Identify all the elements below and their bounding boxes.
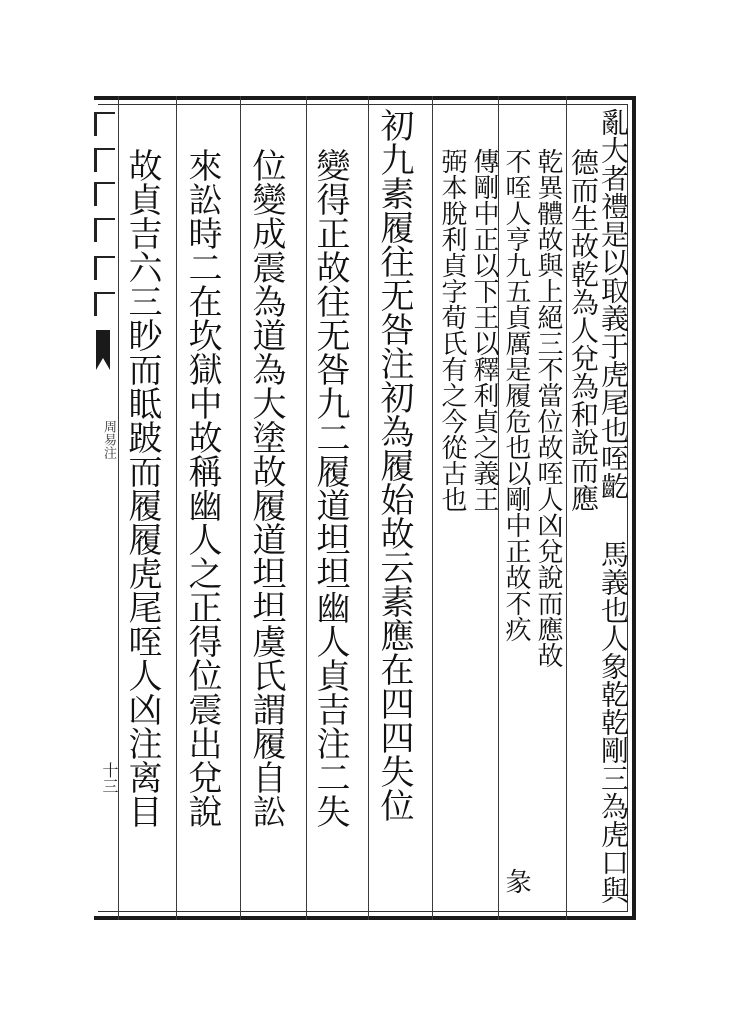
folio-number: 十三 — [100, 762, 119, 794]
text-column: 亂大者禮是以取義于虎尾也咥齕 — [597, 108, 630, 500]
text-column: 馬義也人象乾乾剛三為虎口與 — [597, 540, 630, 904]
text-column: 德而生故乾為人兌為和說而應 — [567, 148, 600, 512]
margin-strip — [94, 96, 114, 920]
text-column: 變得正故往无咎九二履道坦坦幽人貞吉注二失 — [310, 148, 350, 828]
text-column: 弼本脫利貞字荀氏有之今從古也 — [437, 148, 467, 512]
gutter-line — [306, 96, 307, 920]
text-column: 來訟時二在坎獄中故稱幽人之正得位震出兌說 — [182, 148, 222, 828]
gutter-line — [432, 96, 433, 920]
margin-mark — [94, 292, 115, 316]
margin-mark — [94, 112, 115, 136]
text-column: 彖 — [501, 868, 531, 894]
text-column: 不咥人亨九五貞厲是履危也以剛中正故不疚 — [501, 148, 531, 642]
margin-mark — [94, 148, 115, 172]
banxin-label: 周易注 — [101, 420, 116, 459]
text-column: 傳剛中正以下王以釋利貞之義王 — [469, 148, 499, 512]
text-column: 初九素履往无咎注初為履始故云素應在四四失位 — [374, 108, 414, 822]
gutter-line — [118, 96, 119, 920]
gutter-line — [368, 96, 369, 920]
margin-mark — [94, 256, 115, 280]
margin-mark — [94, 182, 115, 206]
text-column: 位變成震為道為大塗故履道坦坦虞氏謂履自訟 — [246, 148, 286, 828]
gutter-line — [240, 96, 241, 920]
text-column: 乾異體故與上絕三不當位故咥人凶兌說而應故 — [533, 148, 563, 668]
text-column: 故貞吉六三眇而眡跛而履履虎尾咥人凶注离目 — [122, 148, 162, 828]
gutter-line — [176, 96, 177, 920]
margin-mark — [94, 218, 115, 242]
